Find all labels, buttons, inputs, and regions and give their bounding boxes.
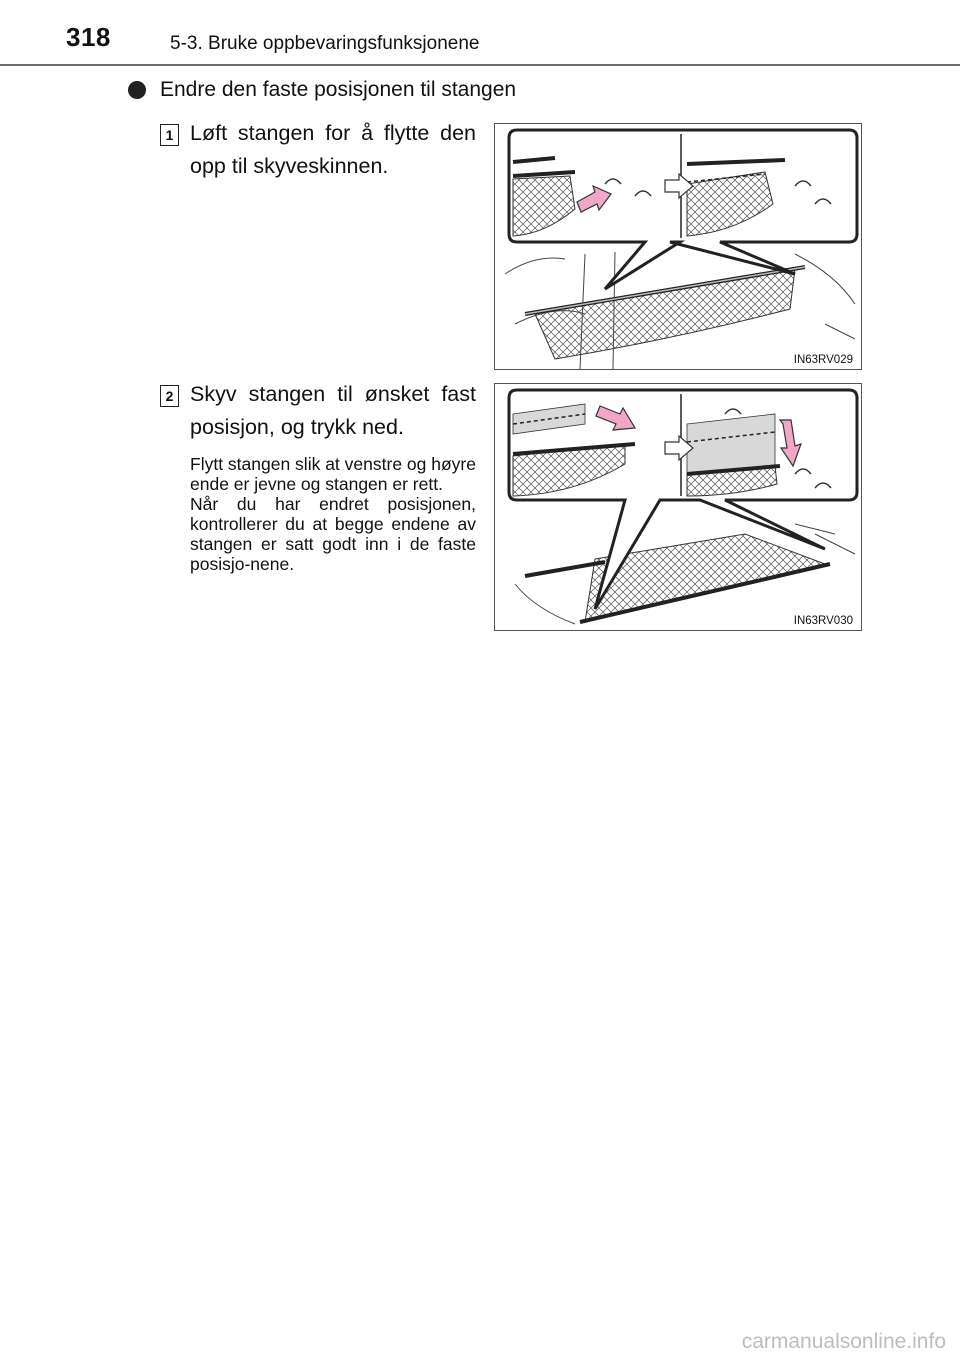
figure-step-2: [494, 383, 862, 631]
bullet-icon: [128, 81, 146, 99]
rod-push-illustration: [495, 384, 862, 631]
step-2-number: 2: [160, 385, 179, 407]
rod-lift-illustration: [495, 124, 862, 370]
step-1-number: 1: [160, 124, 179, 146]
step-2-note-1: Flytt stangen slik at venstre og høyre ende er jevne og stangen er rett.: [190, 454, 476, 494]
figure-2-code: IN63RV030: [793, 615, 853, 627]
heading-text: Endre den faste posisjonen til stangen: [160, 78, 517, 101]
step-1-text: Løft stangen for å flytte den opp til skyveskinnen.: [190, 121, 476, 178]
step-2-notes: [190, 454, 476, 574]
step-2-note-2: Når du har endret posisjonen, kontrollerer du at begge endene av stangen er satt godt inn i de faste posisjo-nene.: [190, 494, 476, 574]
watermark-link[interactable]: carmanualsonline.info: [741, 1330, 946, 1353]
step-2-text: Skyv stangen til ønsket fast posisjon, og trykk ned.: [190, 382, 476, 439]
bullet-heading: [128, 78, 516, 102]
page-header: [0, 0, 960, 66]
figure-1-code: IN63RV029: [793, 354, 853, 366]
figure-step-1: [494, 123, 862, 370]
header-divider: [0, 64, 960, 66]
page-number: 318: [66, 22, 111, 52]
section-title: 5-3. Bruke oppbevaringsfunksjonene: [170, 33, 480, 54]
